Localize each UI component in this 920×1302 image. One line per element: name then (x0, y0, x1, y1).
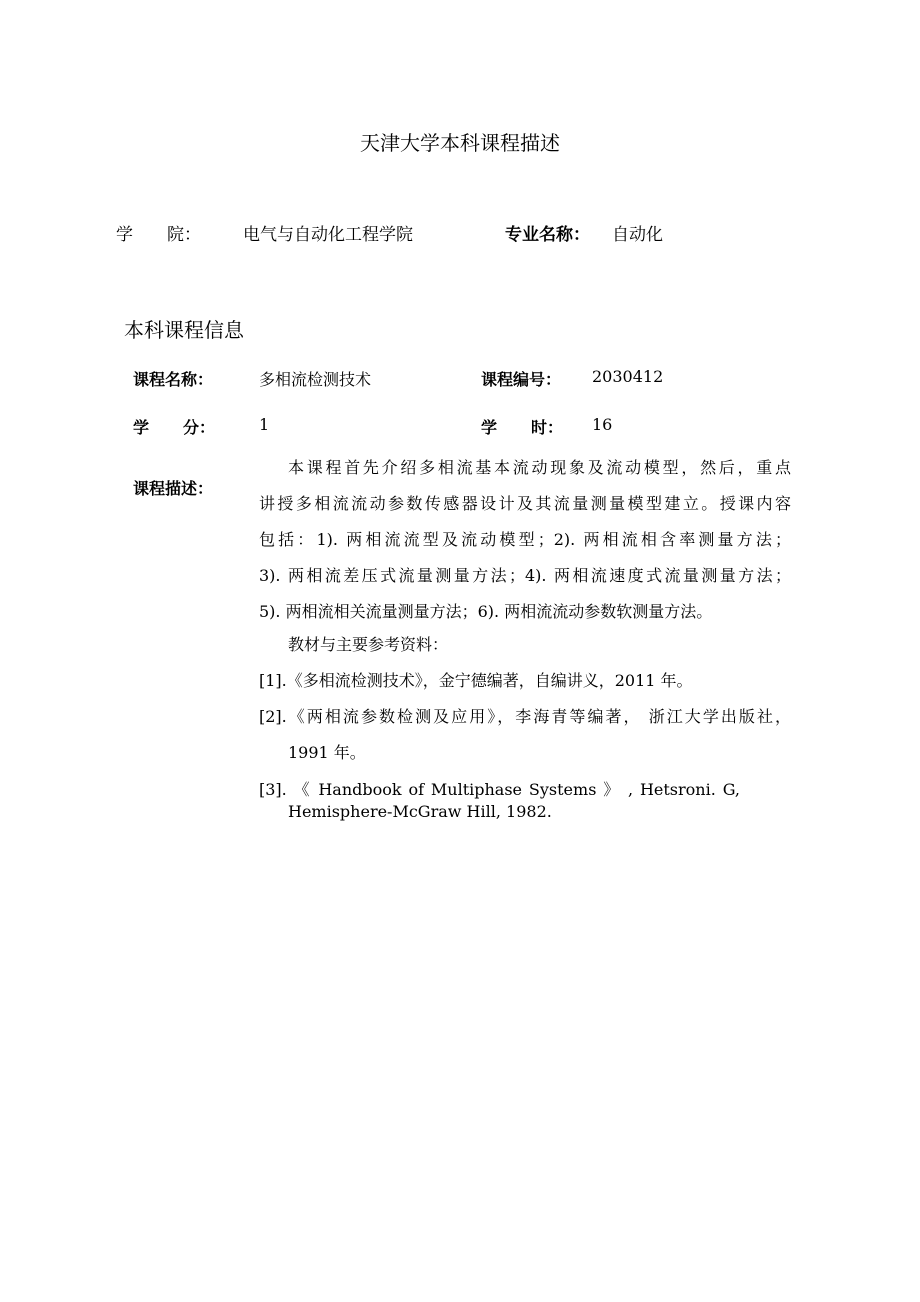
college-label-char-2: 院： (167, 225, 201, 245)
reference-item: [2].《两相流参数检测及应用》，李海青等编著， 浙江大学出版社， (259, 707, 791, 726)
major-label: 专业名称： (505, 225, 590, 245)
credit-label-char-2: 分： (182, 418, 215, 437)
references-heading: 教材与主要参考资料： (288, 635, 449, 654)
college-label-char-1: 学 (116, 225, 133, 245)
course-code-value: 2030412 (592, 367, 664, 386)
course-name-label: 课程名称： (133, 370, 214, 389)
description-line: 讲授多相流流动参数传感器设计及其流量测量模型建立。授课内容 (259, 494, 791, 513)
description-line: 3). 两相流差压式流量测量方法；4). 两相流速度式流量测量方法； (259, 566, 791, 585)
reference-item: [3]. 《 Handbook of Multiphase Systems 》 , Hetsroni. G, (259, 780, 740, 799)
credit-value: 1 (259, 415, 270, 434)
credit-label-char-1: 学 (133, 418, 150, 437)
hours-value: 16 (592, 415, 613, 434)
page-title: 天津大学本科课程描述 (360, 131, 560, 155)
credit-label (133, 415, 215, 438)
college-label (116, 220, 201, 245)
reference-item: [1].《多相流检测技术》，金宁德编著，自编讲义，2011 年。 (259, 671, 693, 690)
hours-label (481, 415, 563, 438)
description-line: 5). 两相流相关流量测量方法；6). 两相流流动参数软测量方法。 (259, 602, 713, 621)
course-code-label: 课程编号： (481, 370, 562, 389)
reference-item-continued: Hemisphere-McGraw Hill, 1982. (288, 802, 552, 821)
reference-item-continued: 1991 年。 (288, 743, 366, 762)
college-value: 电气与自动化工程学院 (243, 225, 413, 245)
major-value: 自动化 (612, 225, 663, 245)
hours-label-char-1: 学 (481, 418, 498, 437)
description-text (259, 450, 791, 630)
description-line: 包括：1). 两相流流型及流动模型；2). 两相流相含率测量方法； (259, 530, 791, 549)
description-line: 本课程首先介绍多相流基本流动现象及流动模型，然后，重点 (288, 458, 791, 477)
section-title: 本科课程信息 (124, 318, 244, 342)
course-name-value: 多相流检测技术 (259, 370, 372, 389)
hours-label-char-2: 时： (530, 418, 563, 437)
description-label: 课程描述： (133, 479, 214, 498)
